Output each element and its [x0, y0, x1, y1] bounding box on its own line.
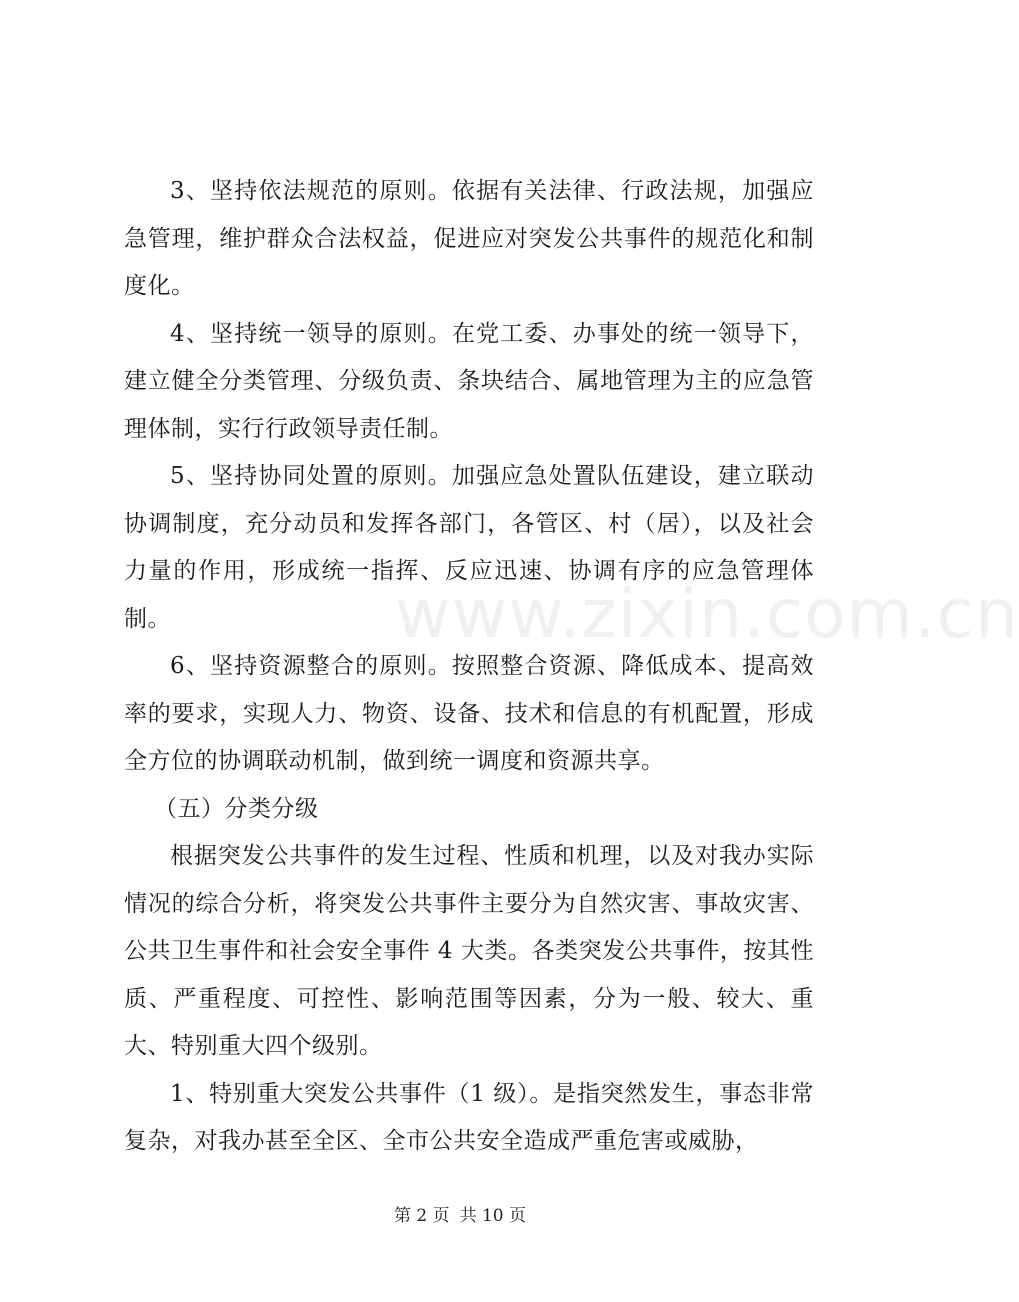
principle-4-paragraph: 4、坚持统一领导的原则。在党工委、办事处的统一领导下，建立健全分类管理、分级负责、条块结合、属地管理为主的应急管理体制，实行行政领导责任制。: [124, 320, 814, 442]
page-footer: [0, 1201, 920, 1226]
principle-5-paragraph: 5、坚持协同处置的原则。加强应急处置队伍建设，建立联动协调制度，充分动员和发挥各部门，各管区、村（居），以及社会力量的作用，形成统一指挥、反应迅速、协调有序的应急管理体制。: [124, 463, 814, 632]
principle-3-paragraph: 3、坚持依法规范的原则。依据有关法律、行政法规，加强应急管理，维护群众合法权益，促进应对突发公共事件的规范化和制度化。: [124, 178, 814, 299]
page-total: 共 10 页: [459, 1206, 527, 1226]
watermark: www.zixin.com.cn: [395, 575, 1019, 654]
level-1-paragraph: 1、特别重大突发公共事件（1 级）。是指突然发生，事态非常复杂，对我办甚至全区、全市公共安全造成严重危害或威胁，: [124, 1080, 814, 1154]
document-body: [124, 168, 814, 1166]
page-number: 第 2 页: [393, 1206, 450, 1226]
section-heading: （五）分类分级: [154, 795, 319, 822]
classification-paragraph: 根据突发公共事件的发生过程、性质和机理，以及对我办实际情况的综合分析，将突发公共事件主要分为自然灾害、事故灾害、公共卫生事件和社会安全事件 4 大类。各类突发公共事件，按其性质、严重程度、可控性、影响范围等因素，分为一般、较大、重大、特别重大四个级别。: [124, 843, 814, 1059]
principle-6-paragraph: 6、坚持资源整合的原则。按照整合资源、降低成本、提高效率的要求，实现人力、物资、设备、技术和信息的有机配置，形成全方位的协调联动机制，做到统一调度和资源共享。: [124, 653, 814, 774]
